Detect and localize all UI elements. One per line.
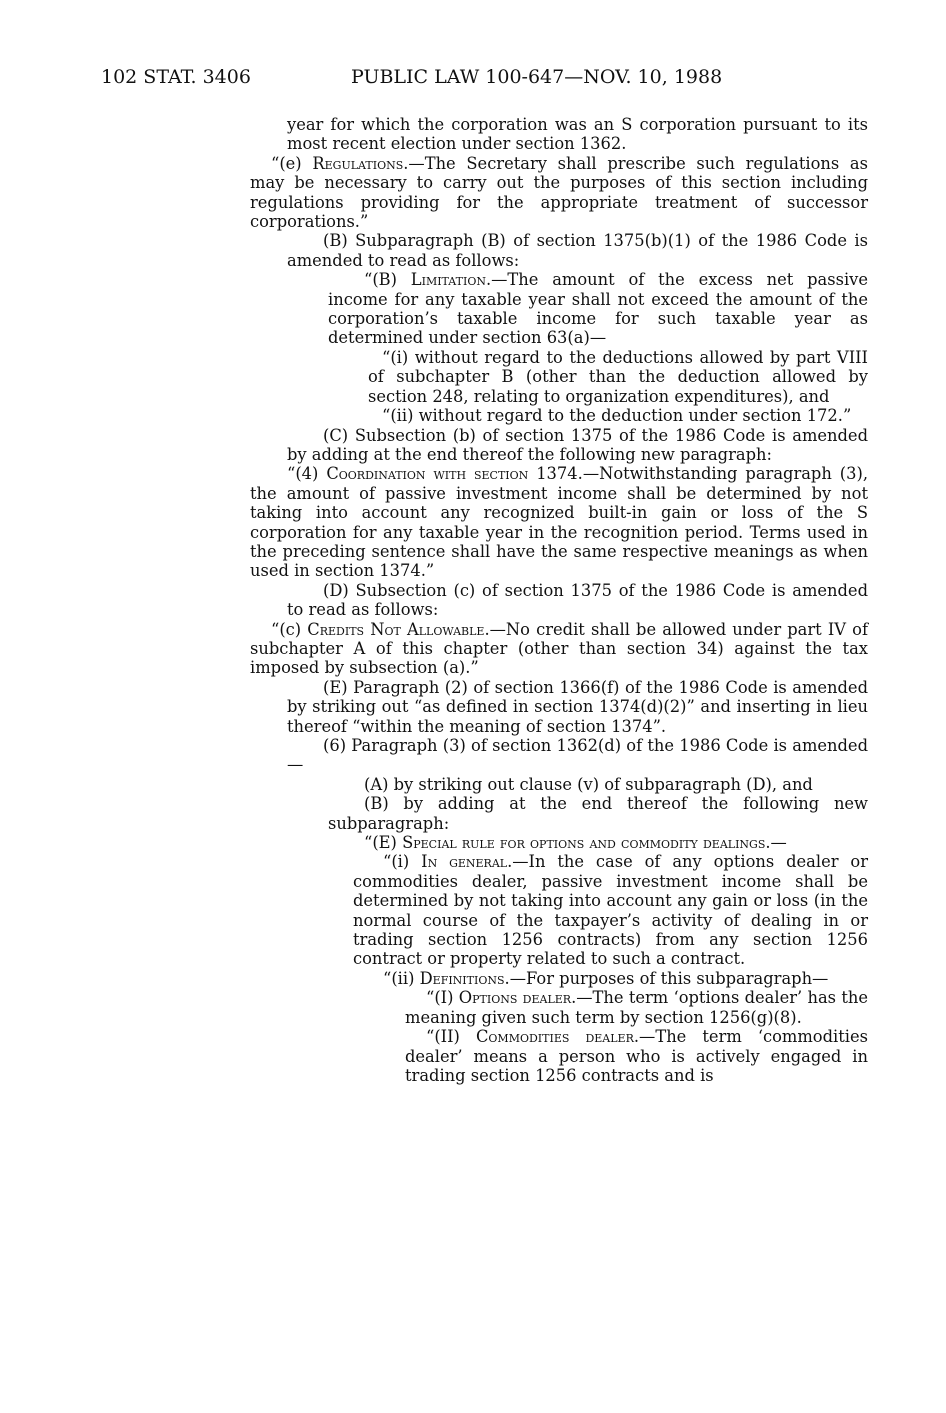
subparagraph-e-heading: “(E) Special rule for options and commodity dealings.—: [364, 833, 787, 853]
paragraph-e-regulations: “(e) Regulations.—The Secretary shall prescribe such regulations as may be necessary to carry out the purposes of this section including regulations providing for the appropriate treatment of successor corporations.”: [250, 153, 868, 232]
subparagraph-a: (A) by striking out clause (v) of subparagraph (D), and: [364, 774, 813, 794]
paragraph-6-amendment: (6) Paragraph (3) of section 1362(d) of the 1986 Code is amended—: [287, 736, 868, 775]
subclause-i-options-dealer: “(I) Options dealer.—The term ‘options dealer’ has the meaning given such term by section 1256(g)(8).: [405, 988, 868, 1027]
statute-body: [250, 115, 868, 1085]
paragraph-c-amendment: (C) Subsection (b) of section 1375 of the 1986 Code is amended by adding at the end thereof the following new paragraph:: [287, 425, 868, 464]
clause-i: “(i) without regard to the deductions allowed by part VIII of subchapter B (other than the deduction allowed by section 248, relating to organization expenditures), and: [368, 347, 868, 406]
clause-ii-definitions: “(ii) Definitions.—For purposes of this subparagraph—: [383, 968, 829, 988]
run-in-heading: Options dealer.: [458, 988, 577, 1008]
run-in-heading: Definitions.: [419, 968, 510, 988]
subclause-ii-commodities-dealer: “(II) Commodities dealer.—The term ‘commodities dealer’ means a person who is actively engaged in trading section 1256 contracts and is: [405, 1027, 868, 1085]
paragraph-d-amendment: (D) Subsection (c) of section 1375 of the 1986 Code is amended to read as follows:: [287, 580, 868, 620]
run-in-heading: Commodities dealer.: [475, 1027, 640, 1047]
paragraph-4-coordination: “(4) Coordination with section 1374.—Notwithstanding paragraph (3), the amount of passive investment income shall be determined by not taking into account any recognized built-in gain or loss of the S corporation for any taxable year in the recognition period. Terms used in the preceding sentence shall have the same respective meanings as when used in section 1374.”: [250, 464, 869, 581]
paragraph-b-amendment: (B) Subparagraph (B) of section 1375(b)(1) of the 1986 Code is amended to read as follows:: [287, 231, 868, 270]
paragraph-c-credits: “(c) Credits Not Allowable.—No credit shall be allowed under part IV of subchapter A of this chapter (other than section 34) against the tax imposed by subsection (a).”: [250, 619, 868, 678]
paragraph-e-amendment: (E) Paragraph (2) of section 1366(f) of the 1986 Code is amended by striking out “as defined in section 1374(d)(2)” and inserting in lieu thereof “within the meaning of section 1374”.: [287, 677, 868, 736]
run-in-heading: In general.: [421, 852, 513, 872]
clause-i-in-general: “(i) In general.—In the case of any options dealer or commodities dealer, passive investment income shall be determined by not taking into account any gain or loss (in the normal course of the taxpayer’s activity of dealing in or trading section 1256 contracts) from any section 1256 contract or property related to such a contract.: [353, 852, 868, 969]
run-in-heading: Regulations.: [312, 153, 409, 173]
paragraph-b-limitation: “(B) Limitation.—The amount of the excess net passive income for any taxable year shall not exceed the amount of the corporation’s taxable income for such taxable year as determined under section 63(a)—: [328, 270, 868, 348]
run-in-heading: Limitation.: [410, 270, 492, 290]
paragraph-continuation: year for which the corporation was an S corporation pursuant to its most recent election under section 1362.: [287, 115, 868, 154]
subparagraph-b: (B) by adding at the end thereof the following new subparagraph:: [328, 794, 868, 833]
statute-page-ref: 102 STAT. 3406: [101, 66, 251, 88]
clause-ii: “(ii) without regard to the deduction under section 172.”: [382, 406, 852, 426]
run-in-heading: Special rule for options and commodity dealings.: [402, 833, 771, 853]
run-in-heading: Coordination with section 1374.: [326, 464, 583, 484]
run-in-heading: Credits Not Allowable.: [307, 619, 490, 639]
public-law-header: PUBLIC LAW 100-647—NOV. 10, 1988: [351, 66, 723, 88]
